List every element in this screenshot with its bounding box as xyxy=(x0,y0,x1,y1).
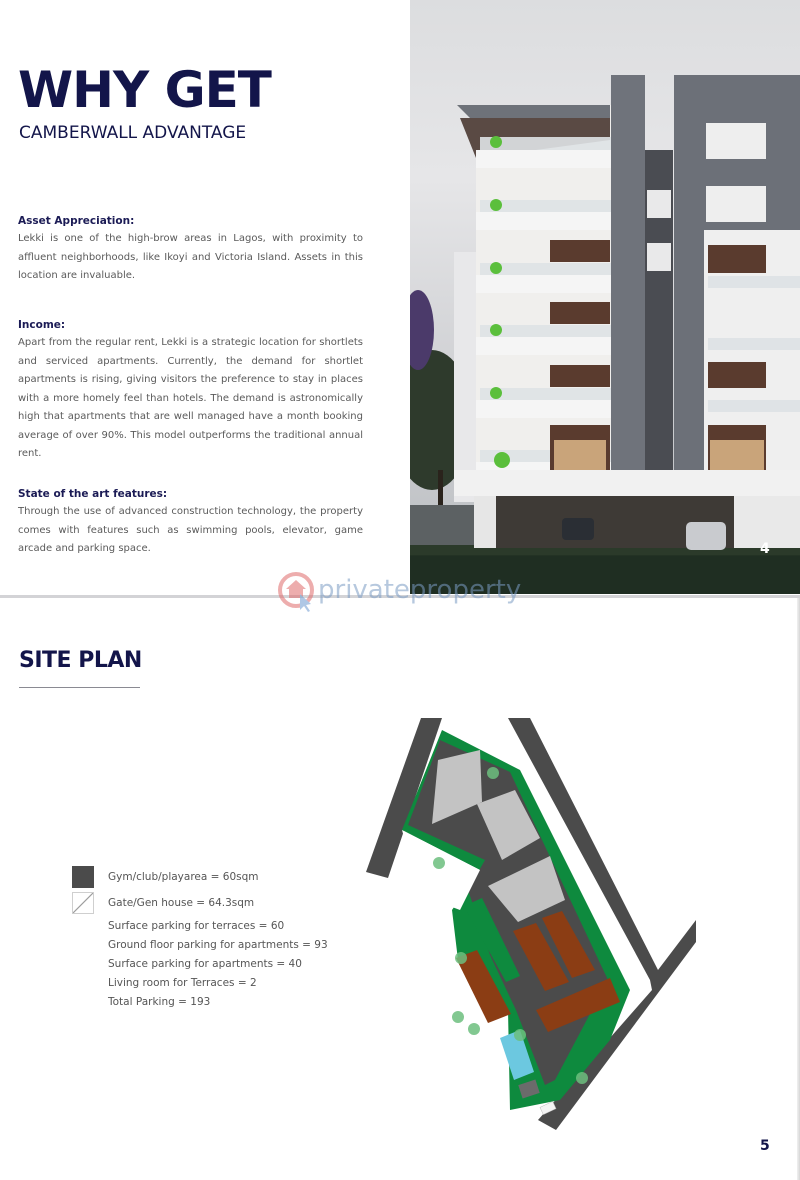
stat-line xyxy=(72,954,328,973)
title-underline xyxy=(19,687,140,688)
stat-text: Living room for Terraces = 2 xyxy=(108,976,257,989)
stat-text: Surface parking for apartments = 40 xyxy=(108,957,302,970)
section-heading: State of the art features: xyxy=(18,488,168,500)
stat-line xyxy=(72,916,328,935)
building-photo xyxy=(410,0,800,594)
legend-item xyxy=(72,864,328,889)
legend-label: Gym/club/playarea = 60sqm xyxy=(108,870,259,883)
section-asset-appreciation xyxy=(18,215,363,286)
stat-text: Surface parking for terraces = 60 xyxy=(108,919,285,932)
site-plan-map xyxy=(360,710,700,1145)
stat-line xyxy=(72,973,328,992)
hatched-swatch-icon xyxy=(72,892,94,914)
page-subtitle: CAMBERWALL ADVANTAGE xyxy=(19,123,247,143)
watermark xyxy=(278,569,521,611)
stat-text: Total Parking = 193 xyxy=(108,995,211,1008)
section-heading: Asset Appreciation: xyxy=(18,215,135,227)
section-body: Lekki is one of the high-brow areas in Lagos, with proximity to affluent neighborhoods, like Ikoyi and Victoria Island. Assets in this location are invaluable. xyxy=(18,233,363,281)
watermark-text: privateproperty xyxy=(318,575,522,605)
section-body: Through the use of advanced construction technology, the property comes with features such as swimming pools, elevator, game arcade and parking space. xyxy=(18,506,363,554)
page-title: WHY GET xyxy=(18,61,271,119)
legend-label: Gate/Gen house = 64.3sqm xyxy=(108,896,255,909)
section-features xyxy=(18,488,363,559)
page-number: 4 xyxy=(760,541,770,557)
house-pin-icon xyxy=(278,572,314,608)
building-illustration xyxy=(410,0,800,594)
legend-item xyxy=(72,890,328,915)
section-title: SITE PLAN xyxy=(19,648,142,673)
dark-swatch-icon xyxy=(72,866,94,888)
stat-line xyxy=(72,992,328,1011)
site-plan-drawing xyxy=(360,710,700,1140)
page-number: 5 xyxy=(760,1138,770,1154)
site-plan-legend xyxy=(72,864,328,1011)
section-income xyxy=(18,319,363,464)
section-heading: Income: xyxy=(18,319,66,331)
stat-line xyxy=(72,935,328,954)
section-body: Apart from the regular rent, Lekki is a strategic location for shortlets and serviced apartments. Currently, the demand for shortlet apartments is rising, giving visitors the preference to stay in places with a more homely feel than hotels. The demand is astronomically high that apartments that are well managed have a month booking average of over 90%. This model outperforms the traditional annual rent. xyxy=(18,337,363,459)
page-5 xyxy=(0,598,800,1180)
stat-text: Ground floor parking for apartments = 93 xyxy=(108,938,328,951)
